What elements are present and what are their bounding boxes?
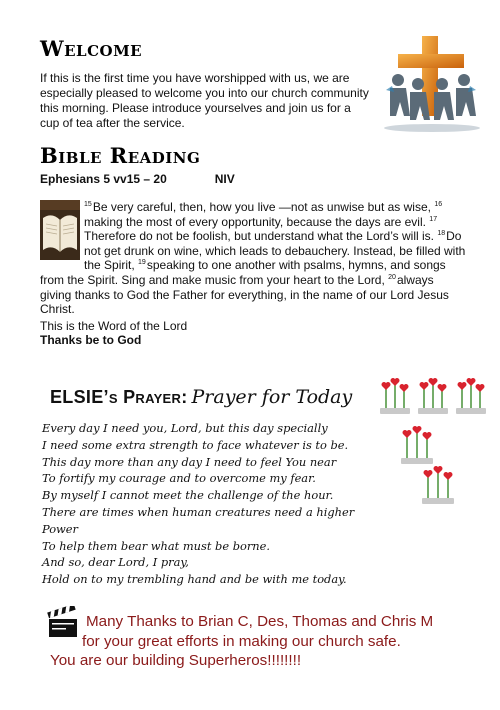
scripture-passage: [40, 200, 468, 317]
thank-you-message: [50, 612, 490, 671]
prayer-heading-title: Prayer for Today: [191, 386, 353, 408]
verse-text: always giving thanks to God the Father for everything, in the name of our Lord Jesus Christ.: [40, 272, 449, 317]
heart-flowers-icon: [378, 376, 488, 416]
verse-number: 20: [388, 273, 396, 281]
poem-line: Power: [42, 521, 78, 536]
reference-text: Ephesians 5 vv15 – 20: [40, 172, 167, 186]
congregation-response: Thanks be to God: [40, 333, 142, 347]
verse-number: 17: [429, 215, 438, 223]
verse-text: Be very careful, then, how you live —not as unwise but as wise,: [92, 200, 435, 214]
scripture-reference: [40, 172, 235, 186]
bible-reading-heading: Bible Reading: [40, 143, 201, 168]
poem-line: Every day I need you, Lord, but this day specially: [42, 421, 328, 435]
prayer-poem: [42, 420, 412, 588]
heart-flowers-icon: [416, 462, 462, 506]
poem-line: By myself I cannot meet the challenge of the hour.: [42, 488, 334, 503]
welcome-heading: Welcome: [40, 36, 143, 61]
thanks-line: You are our building Superheros!!!!!!!!: [50, 652, 302, 669]
bible-version: NIV: [214, 172, 235, 186]
verse-text: making the most of every opportunity, because the days are evil.: [84, 214, 430, 229]
prayer-heading-name: ELSIE’s Prayer:: [50, 387, 188, 407]
thanks-line: Many Thanks to Brian C, Des, Thomas and Chris M: [86, 613, 434, 630]
verse-text: Therefore do not be foolish, but understand what the Lord’s will is.: [84, 229, 438, 244]
verse-number: 16: [434, 201, 443, 208]
verse-number: 15: [84, 201, 92, 208]
poem-line: Hold on to my trembling hand and be with me today.: [42, 572, 347, 587]
poem-line: There are times when human creatures need a higher: [42, 504, 355, 519]
welcome-paragraph: If this is the first time you have worshipped with us, we are especially pleased to welcome you into our church community this morning. Please introduce yourselves and join us for a cup of tea after the service.: [40, 71, 369, 130]
thanks-line: for your great efforts in making our church safe.: [82, 632, 401, 650]
verse-text: Do not get drunk on wine, which leads to debauchery. Instead, be filled with the Spirit,: [84, 229, 466, 273]
poem-line: This day more than any day I need to feel You near: [42, 454, 337, 469]
verse-text: speaking to one another with psalms, hymns, and songs from the Spirit. Sing and make music from your heart to the Lord,: [40, 258, 446, 287]
verse-number: 18: [437, 230, 446, 238]
cross-community-icon: [378, 32, 486, 134]
poem-line: I need some extra strength to face whatever is to be.: [42, 437, 349, 452]
prayer-heading: [50, 386, 352, 409]
verse-number: 19: [138, 259, 146, 267]
poem-line: To help them bear what must be borne.: [42, 538, 270, 553]
closing-declaration: This is the Word of the Lord: [40, 319, 188, 333]
poem-line: To fortify my courage and to overcome my fear.: [42, 471, 316, 486]
poem-line: And so, dear Lord, I pray,: [42, 555, 189, 570]
